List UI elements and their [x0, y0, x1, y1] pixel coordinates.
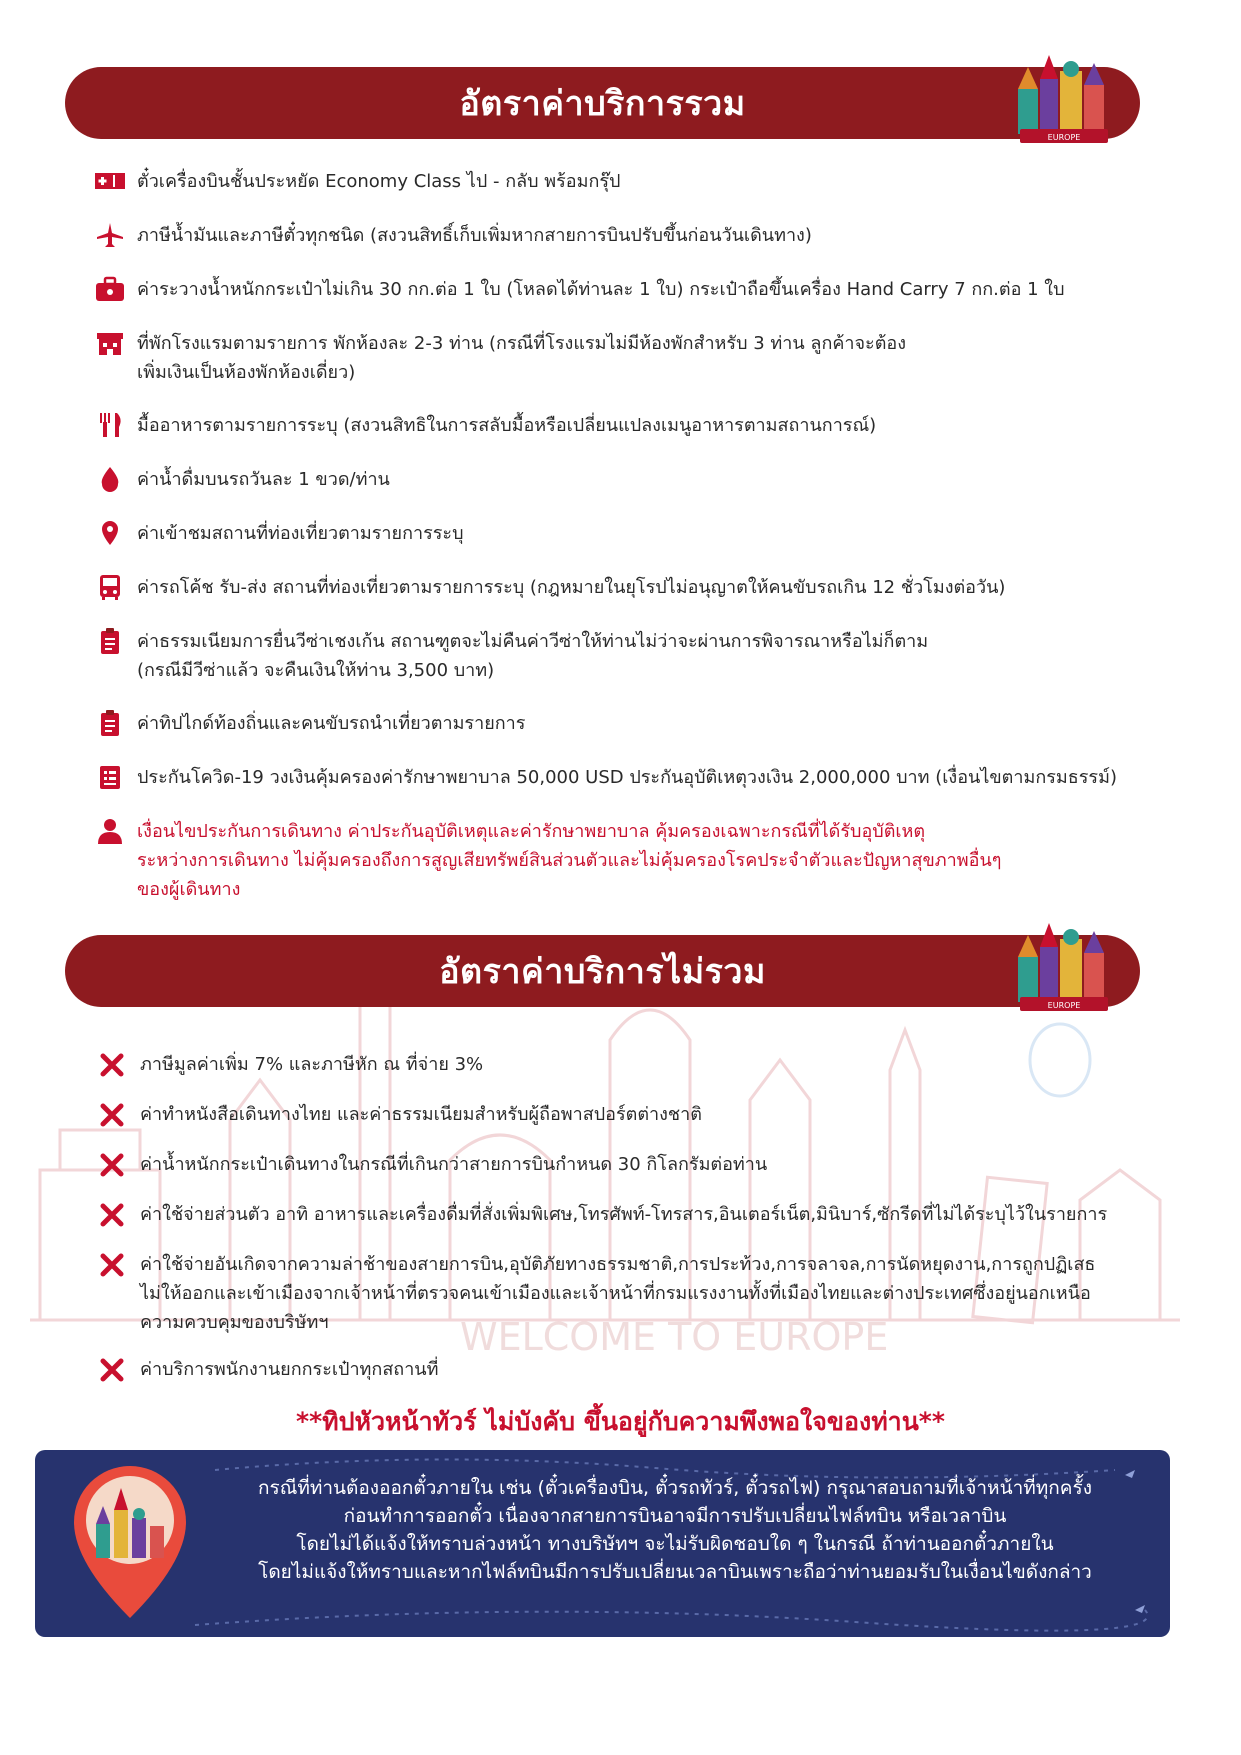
document-icon: [93, 763, 127, 791]
included-item-text: ค่าน้ำดื่มบนรถวันละ 1 ขวด/ท่าน: [137, 469, 390, 490]
included-item-text: ค่าทิปไกด์ท้องถิ่นและคนขับรถนำเที่ยวตามรายการ: [137, 713, 526, 734]
list-item: [93, 411, 876, 440]
insurance-condition-text: เงื่อนไขประกันการเดินทาง ค่าประกันอุบัติเหตุและค่ารักษาพยาบาล คุ้มครองเฉพาะกรณีที่ได้รับอุบัติเหตุ ระหว่างการเดินทาง ไม่คุ้มครองถึงการสูญเสียทรัพย์สินส่วนตัวและไม่คุ้มครองโรคประจำตัวและปัญหาสุขภาพอื่นๆ ของผู้เดินทาง: [137, 821, 1002, 900]
list-item: [93, 573, 1005, 602]
excluded-item-text: ค่าบริการพนักงานยกกระเป๋าทุกสถานที่: [140, 1359, 439, 1380]
airplane-icon: [93, 221, 127, 249]
included-title: อัตราค่าบริการรวม: [459, 84, 746, 124]
included-item-text: มื้ออาหารตามรายการระบุ (สงวนสิทธิในการสลับมื้อหรือเปลี่ยนแปลงเมนูอาหารตามสถานการณ์): [137, 415, 877, 436]
person-icon: [93, 817, 127, 845]
excluded-item-text: ภาษีมูลค่าเพิ่ม 7% และภาษีหัก ณ ที่จ่าย 3%: [140, 1054, 484, 1075]
bus-icon: [93, 573, 127, 601]
europe-landmarks-icon: [1010, 917, 1120, 1017]
list-item: [93, 167, 620, 196]
suitcase-icon: [93, 275, 127, 303]
cross-icon: [98, 1051, 126, 1079]
notice-text: กรณีที่ท่านต้องออกตั๋วภายใน เช่น (ตั๋วเครื่องบิน, ตั๋วรถทัวร์, ตั๋วรถไฟ) กรุณาสอบถามที่เจ้าหน้าที่ทุกครั้ง ก่อนทำการออกตั๋ว เนื่องจากสายการบินอาจมีการปรับเปลี่ยนไฟล์ทบิน หรือเวลาบิน โดยไม่ได้แจ้งให้ทราบล่วงหน้า ทางบริษัทฯ จะไม่รับผิดชอบใด ๆ ในกรณี ถ้าท่านออกตั๋วภายใน โดยไม่แจ้งให้ทราบและหากไฟล์ทบินมีการปรับเปลี่ยนเวลาบินเพราะถือว่าท่านยอมรับในเงื่อนไขดังกล่าว: [258, 1477, 1092, 1583]
included-item-text: ภาษีน้ำมันและภาษีตั๋วทุกชนิด (สงวนสิทธิ์เก็บเพิ่มหากสายการบินปรับขึ้นก่อนวันเดินทาง): [137, 225, 812, 246]
list-item: [93, 221, 812, 250]
list-item: [98, 1250, 1095, 1337]
included-item-text: ค่าเข้าชมสถานที่ท่องเที่ยวตามรายการระบุ: [137, 523, 464, 544]
included-item-text: ค่าธรรมเนียมการยื่นวีซ่าเชงเก้น สถานฑูตจะไม่คืนค่าวีซ่าให้ท่านไม่ว่าจะผ่านการพิจารณาหรือไม่ก็ตาม (กรณีมีวีซ่าแล้ว จะคืนเงินให้ท่าน 3,500 บาท): [137, 631, 929, 681]
excluded-item-text: ค่าใช้จ่ายส่วนตัว อาทิ อาหารและเครื่องดื่มที่สั่งเพิ่มพิเศษ,โทรศัพท์-โทรสาร,อินเตอร์เน็ต,มินิบาร์,ซักรีดที่ไม่ได้ระบุไว้ในรายการ: [140, 1204, 1108, 1225]
excluded-badge: EUROPE: [1047, 1001, 1081, 1010]
list-item: [93, 519, 464, 548]
list-item: [93, 627, 928, 685]
included-item-text: ค่าระวางน้ำหนักกระเป๋าไม่เกิน 30 กก.ต่อ 1 ใบ (โหลดได้ท่านละ 1 ใบ) กระเป๋าถือขึ้นเครื่อง Hand Carry 7 กก.ต่อ 1 ใบ: [137, 279, 1065, 300]
water-drop-icon: [93, 465, 127, 493]
location-pin-icon: [93, 519, 127, 547]
cross-icon: [98, 1101, 126, 1129]
first-aid-ticket-icon: [93, 167, 127, 195]
welcome-watermark: WELCOME TO EUROPE: [460, 1315, 889, 1359]
cross-icon: [98, 1356, 126, 1384]
cross-icon: [98, 1251, 126, 1279]
list-item: [98, 1050, 483, 1079]
included-item-text: ตั๋วเครื่องบินชั้นประหยัด Economy Class ไป - กลับ พร้อมกรุ๊ป: [137, 171, 621, 192]
list-item: [98, 1150, 767, 1179]
clipboard-icon: [93, 627, 127, 655]
list-item: [93, 763, 1117, 792]
tip-note: **ทิปหัวหน้าทัวร์ ไม่บังคับ ขึ้นอยู่กับความพึงพอใจของท่าน**: [296, 1407, 945, 1436]
list-item: [98, 1355, 438, 1384]
notice-box: [35, 1450, 1170, 1637]
cross-icon: [98, 1201, 126, 1229]
included-item-text: ค่ารถโค้ช รับ-ส่ง สถานที่ท่องเที่ยวตามรายการระบุ (กฎหมายในยุโรปไม่อนุญาตให้คนขับรถเกิน 12 ชั่วโมงต่อวัน): [137, 577, 1006, 598]
included-item-text: ที่พักโรงแรมตามรายการ พักห้องละ 2-3 ท่าน (กรณีที่โรงแรมไม่มีห้องพักสำหรับ 3 ท่าน ลูกค้าจะต้อง เพิ่มเงินเป็นห้องพักห้องเดี่ยว): [137, 333, 906, 383]
list-item: [93, 275, 1065, 304]
hotel-icon: [93, 329, 127, 357]
list-item: [98, 1200, 1107, 1229]
clipboard-icon: [93, 709, 127, 737]
excluded-title: อัตราค่าบริการไม่รวม: [439, 952, 766, 992]
europe-landmarks-icon: [1010, 49, 1120, 149]
list-item: [93, 329, 906, 387]
cutlery-icon: [93, 411, 127, 439]
list-item: [93, 817, 1001, 904]
included-banner: [65, 67, 1140, 142]
excluded-item-text: ค่าใช้จ่ายอันเกิดจากความล่าช้าของสายการบิน,อุบัติภัยทางธรรมชาติ,การประท้วง,การจลาจล,การนัดหยุดงาน,การถูกปฏิเสธ ไม่ให้ออกและเข้าเมืองจากเจ้าหน้าที่ตรวจคนเข้าเมืองและเจ้าหน้าที่กรมแรงงานทั้งที่เมืองไทยและต่างประเทศซึ่งอยู่นอกเหนือ ความควบคุมของบริษัทฯ: [140, 1254, 1096, 1333]
included-item-text: ประกันโควิด-19 วงเงินคุ้มครองค่ารักษาพยาบาล 50,000 USD ประกันอุบัติเหตุวงเงิน 2,000,000 บาท (เงื่อนไขตามกรมธรรม์): [137, 767, 1117, 788]
excluded-item-text: ค่าทำหนังสือเดินทางไทย และค่าธรรมเนียมสำหรับผู้ถือพาสปอร์ตต่างชาติ: [140, 1104, 702, 1125]
list-item: [98, 1100, 702, 1129]
excluded-item-text: ค่าน้ำหนักกระเป๋าเดินทางในกรณีที่เกินกว่าสายการบินกำหนด 30 กิโลกรัมต่อท่าน: [140, 1154, 768, 1175]
cross-icon: [98, 1151, 126, 1179]
list-item: [93, 709, 525, 738]
included-badge: EUROPE: [1047, 133, 1081, 142]
excluded-banner: [65, 935, 1140, 1010]
list-item: [93, 465, 390, 494]
